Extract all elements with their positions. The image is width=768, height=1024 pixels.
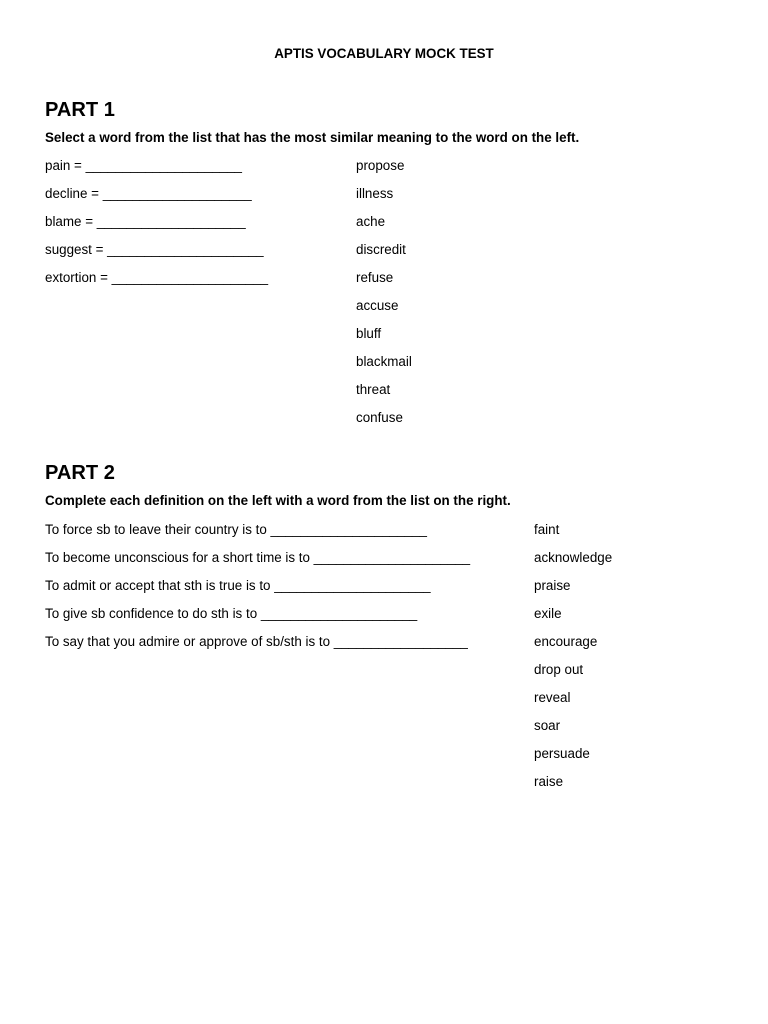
part2-question: To admit or accept that sth is true is to _____________________ <box>45 578 431 593</box>
part1-word-option: bluff <box>356 326 382 341</box>
part2-question: To become unconscious for a short time is to _____________________ <box>45 550 471 565</box>
part1-heading: PART 1 <box>45 99 115 121</box>
part1-word-option: discredit <box>356 242 406 257</box>
part2-question: To give sb confidence to do sth is to _____________________ <box>45 606 418 621</box>
part2-word-option: soar <box>534 718 561 733</box>
part2-word-option: reveal <box>534 690 571 705</box>
part1-question: extortion = _____________________ <box>45 270 269 285</box>
part1-word-option: illness <box>356 186 394 201</box>
part1-question: pain = _____________________ <box>45 158 242 173</box>
part1-question: suggest = _____________________ <box>45 242 264 257</box>
part2-question: To say that you admire or approve of sb/sth is to __________________ <box>45 634 468 649</box>
part2-question: To force sb to leave their country is to _____________________ <box>45 522 427 537</box>
part1-question-list <box>45 157 268 297</box>
part2-instruction: Complete each definition on the left with a word from the list on the right. <box>45 493 511 508</box>
part2-word-option: faint <box>534 522 560 537</box>
part1-word-option: blackmail <box>356 354 412 369</box>
part2-word-option: persuade <box>534 746 590 761</box>
part1-word-option: refuse <box>356 270 394 285</box>
part2-word-option: exile <box>534 606 562 621</box>
part1-word-option: threat <box>356 382 391 397</box>
part1-word-option: ache <box>356 214 386 229</box>
part2-word-option: praise <box>534 578 571 593</box>
part1-word-option: confuse <box>356 410 403 425</box>
part2-word-option: drop out <box>534 662 584 677</box>
part2-word-option: encourage <box>534 634 598 649</box>
part2-word-option: acknowledge <box>534 550 613 565</box>
part1-question: decline = ____________________ <box>45 186 252 201</box>
part2-heading: PART 2 <box>45 462 115 484</box>
part1-question: blame = ____________________ <box>45 214 246 229</box>
part1-instruction: Select a word from the list that has the most similar meaning to the word on the left. <box>45 130 580 145</box>
part2-question-list <box>45 521 470 661</box>
part2-word-list <box>534 521 612 801</box>
part1-word-list <box>356 157 412 437</box>
part1-word-option: accuse <box>356 298 399 313</box>
part2-word-option: raise <box>534 774 564 789</box>
part1-word-option: propose <box>356 158 405 173</box>
document-title: APTIS VOCABULARY MOCK TEST <box>274 46 494 61</box>
